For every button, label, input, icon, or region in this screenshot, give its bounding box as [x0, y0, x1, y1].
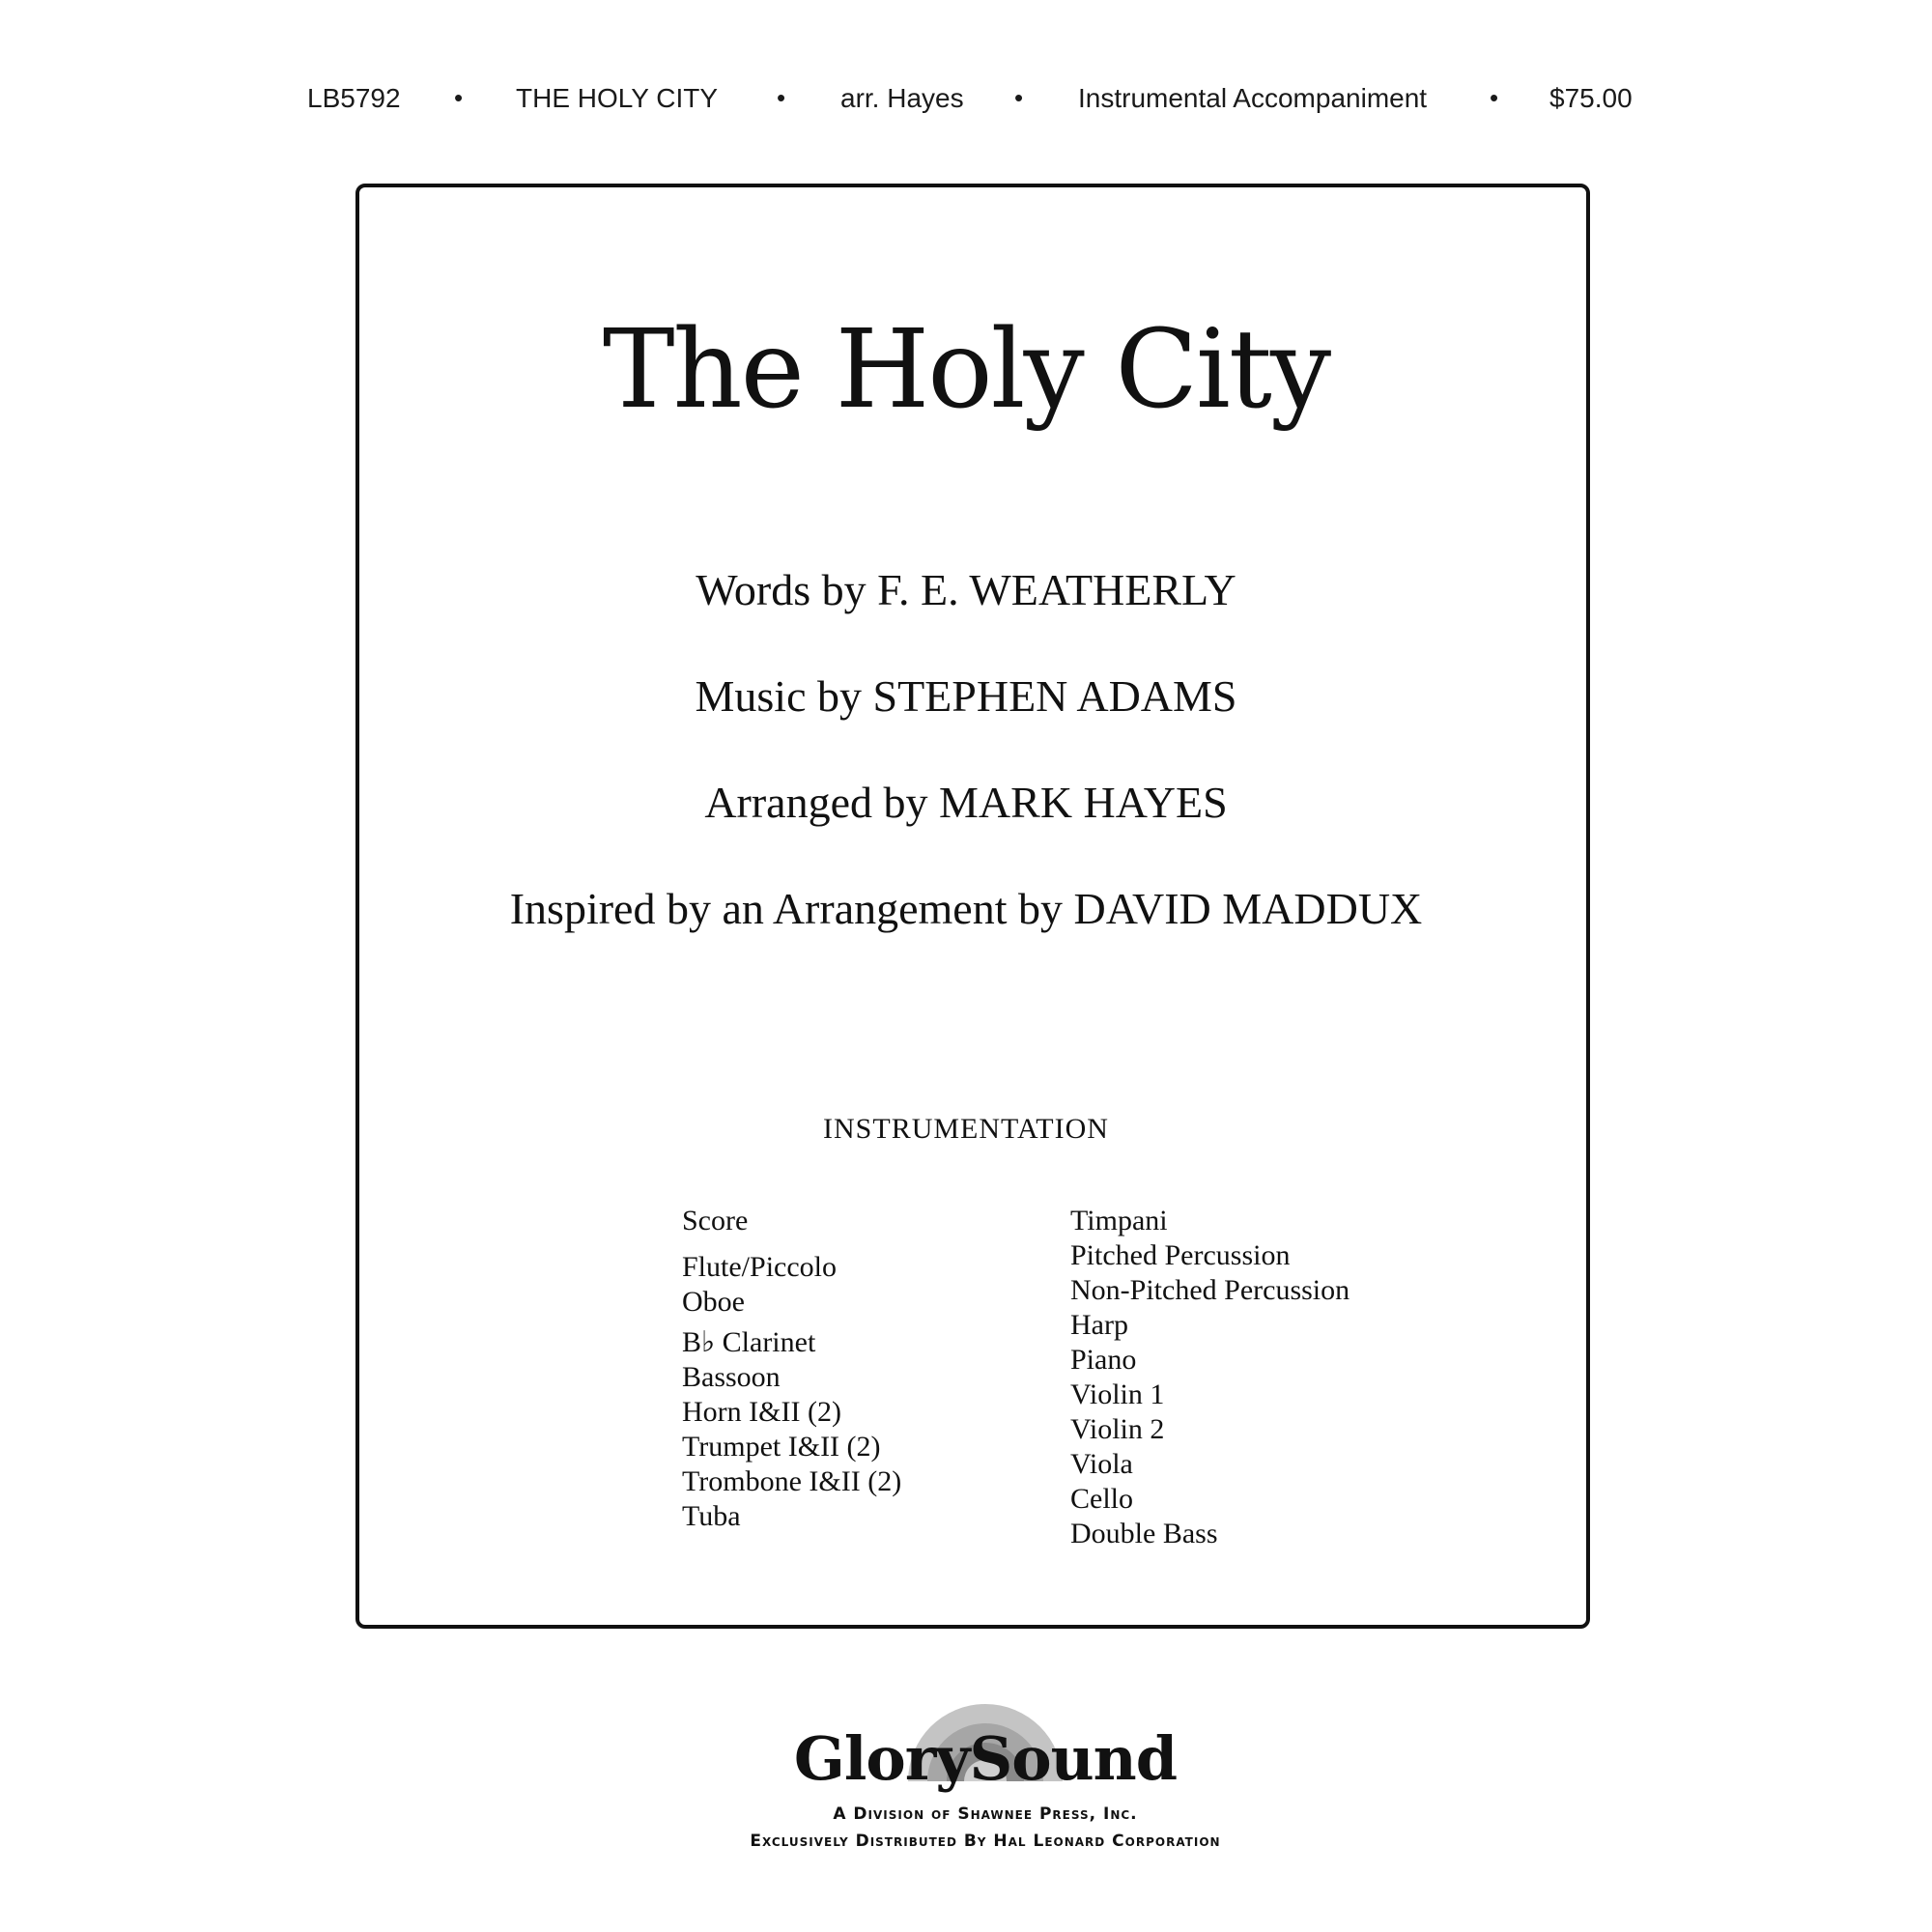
- bullet-separator: •: [1490, 83, 1499, 112]
- credit-music: Music by STEPHEN ADAMS: [695, 671, 1237, 721]
- bullet-separator: •: [777, 83, 786, 112]
- instrument-list-right: [1070, 1204, 1350, 1551]
- header-bar: [307, 83, 1640, 126]
- list-item: Cello: [1070, 1483, 1133, 1515]
- list-item: Horn I&II (2): [682, 1396, 841, 1428]
- credit-words: Words by F. E. WEATHERLY: [696, 565, 1236, 614]
- list-item: Non-Pitched Percussion: [1070, 1274, 1350, 1306]
- header-title: THE HOLY CITY: [516, 83, 719, 113]
- instrumentation-heading: INSTRUMENTATION: [823, 1113, 1109, 1145]
- logo-wordmark: GlorySound: [793, 1723, 1178, 1794]
- list-item: Pitched Percussion: [1070, 1239, 1291, 1271]
- page-title: The Holy City: [602, 307, 1330, 433]
- bullet-separator: •: [454, 83, 464, 112]
- list-item: B♭ Clarinet: [682, 1326, 816, 1358]
- publisher-division: A Division of Shawnee Press, Inc.: [833, 1804, 1138, 1824]
- list-item: Viola: [1070, 1448, 1133, 1480]
- header-price: $75.00: [1549, 83, 1633, 113]
- list-item: Piano: [1070, 1344, 1137, 1376]
- glorysound-logo: [750, 1656, 1221, 1907]
- list-item: Violin 1: [1070, 1378, 1165, 1410]
- credit-inspired: Inspired by an Arrangement by DAVID MADDUX: [509, 884, 1423, 933]
- list-item: Double Bass: [1070, 1518, 1218, 1549]
- instrument-list-left: [682, 1204, 901, 1534]
- list-item: Trombone I&II (2): [682, 1465, 902, 1497]
- header-type: Instrumental Accompaniment: [1078, 83, 1428, 113]
- list-item: Oboe: [682, 1286, 745, 1318]
- list-item: Harp: [1070, 1309, 1128, 1341]
- bullet-separator: •: [1014, 83, 1024, 112]
- list-item: Flute/Piccolo: [682, 1251, 837, 1283]
- credit-arranged: Arranged by MARK HAYES: [704, 778, 1228, 827]
- publisher-distributor: Exclusively Distributed By Hal Leonard Corporation: [750, 1832, 1221, 1851]
- product-code: LB5792: [307, 83, 401, 113]
- list-item: Score: [682, 1205, 749, 1236]
- header-arranger: arr. Hayes: [840, 83, 964, 113]
- list-item: Tuba: [682, 1500, 741, 1532]
- list-item: Timpani: [1070, 1205, 1168, 1236]
- list-item: Violin 2: [1070, 1413, 1165, 1445]
- list-item: Trumpet I&II (2): [682, 1431, 881, 1463]
- list-item: Bassoon: [682, 1361, 781, 1393]
